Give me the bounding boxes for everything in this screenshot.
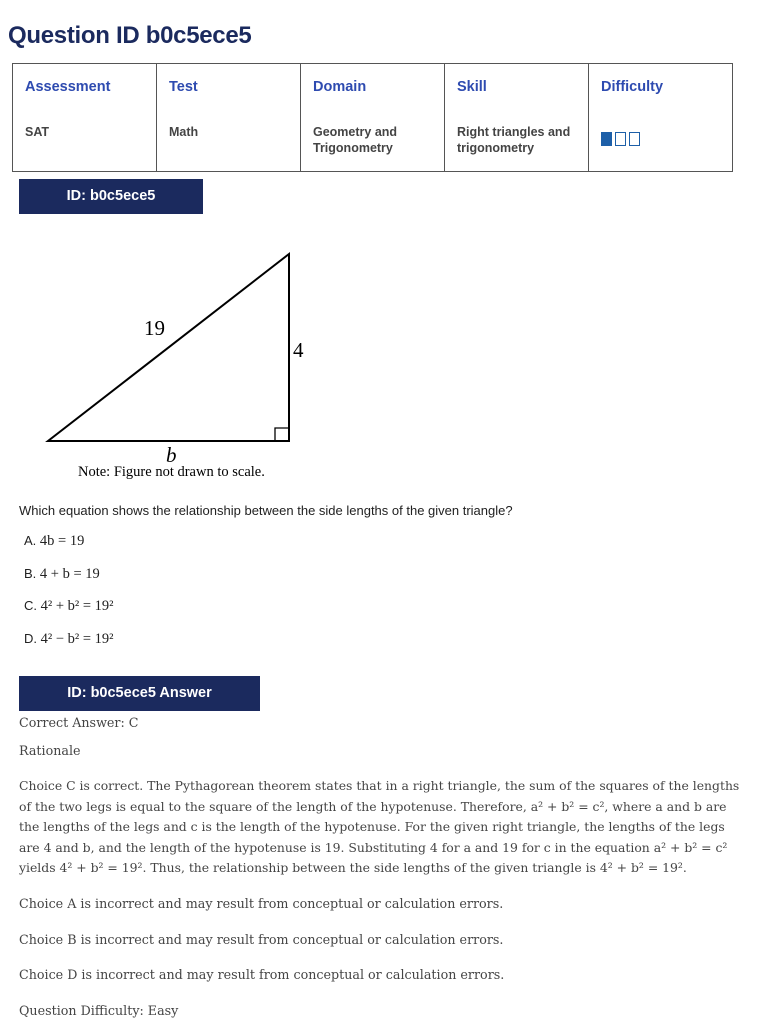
meta-cell-skill — [445, 64, 589, 172]
meta-header-difficulty: Difficulty — [601, 79, 664, 95]
right-angle-marker — [275, 428, 289, 441]
difficulty-box — [615, 132, 626, 146]
meta-header-assessment: Assessment — [25, 79, 111, 95]
answer-id-banner: ID: b0c5ece5 Answer — [19, 676, 260, 711]
choice-c-equation: 4² + b² = 19² — [40, 598, 114, 614]
figure-note: Note: Figure not drawn to scale. — [78, 464, 265, 480]
base-label: b — [166, 443, 177, 467]
question-difficulty: Question Difficulty: Easy — [19, 1003, 179, 1018]
question-id-banner: ID: b0c5ece5 — [19, 179, 203, 214]
choice-a-equation: 4b = 19 — [39, 533, 85, 549]
meta-cell-domain — [301, 64, 445, 172]
question-text: Which equation shows the relationship between the side lengths of the given triangle? — [19, 503, 513, 518]
meta-cell-assessment — [13, 64, 157, 172]
page-title: Question ID b0c5ece5 — [8, 22, 252, 49]
choice-b-equation: 4 + b = 19 — [39, 566, 100, 582]
right-triangle-figure — [0, 240, 330, 485]
choice-c — [24, 598, 114, 615]
rationale-heading: Rationale — [19, 743, 81, 758]
correct-answer: Correct Answer: C — [19, 715, 139, 730]
meta-header-test: Test — [169, 79, 198, 95]
meta-header-skill: Skill — [457, 79, 487, 95]
rationale-choice-b: Choice B is incorrect and may result from conceptual or calculation errors. — [19, 932, 504, 947]
difficulty-box — [601, 132, 612, 146]
meta-value-test: Math — [169, 125, 199, 139]
choice-d-equation: 4² − b² = 19² — [40, 631, 114, 647]
rationale-choice-d: Choice D is incorrect and may result from conceptual or calculation errors. — [19, 967, 505, 982]
choice-b-letter: B. — [24, 566, 37, 581]
meta-value-domain: Geometry and Trigonometry — [313, 125, 398, 155]
choice-b — [24, 566, 100, 583]
rationale-main: Choice C is correct. The Pythagorean theorem states that in a right triangle, the sum of the squares of the lengths of the two legs is equal to the square of the length of the hypotenuse. Therefore, a² + b² = c², where a and b are the lengths of the legs and c is the length of the hypotenuse. For the given right triangle, the lengths of the legs are 4 and b, and the length of the hypotenuse is 19. Substituting 4 for a and 19 for c in the equation a² + b² = c² yields 4² + b² = 19². Thus, the relationship between the side lengths of the given triangle is 4² + b² = 19². — [19, 778, 740, 875]
choice-a — [24, 533, 84, 550]
vertical-leg-label: 4 — [293, 338, 304, 362]
hypotenuse-label: 19 — [144, 316, 165, 340]
choice-d-letter: D. — [24, 631, 37, 646]
meta-header-domain: Domain — [313, 79, 367, 95]
choice-c-letter: C. — [24, 598, 37, 613]
triangle-shape — [48, 254, 289, 441]
choice-a-letter: A. — [24, 533, 37, 548]
meta-value-skill: Right triangles and trigonometry — [457, 125, 571, 155]
meta-cell-difficulty — [589, 64, 733, 172]
meta-cell-test — [157, 64, 301, 172]
difficulty-box — [629, 132, 640, 146]
choice-d — [24, 631, 114, 648]
rationale-choice-a: Choice A is incorrect and may result from conceptual or calculation errors. — [19, 896, 504, 911]
difficulty-indicator — [601, 132, 640, 146]
meta-value-assessment: SAT — [25, 125, 50, 139]
question-meta-table — [12, 63, 733, 172]
